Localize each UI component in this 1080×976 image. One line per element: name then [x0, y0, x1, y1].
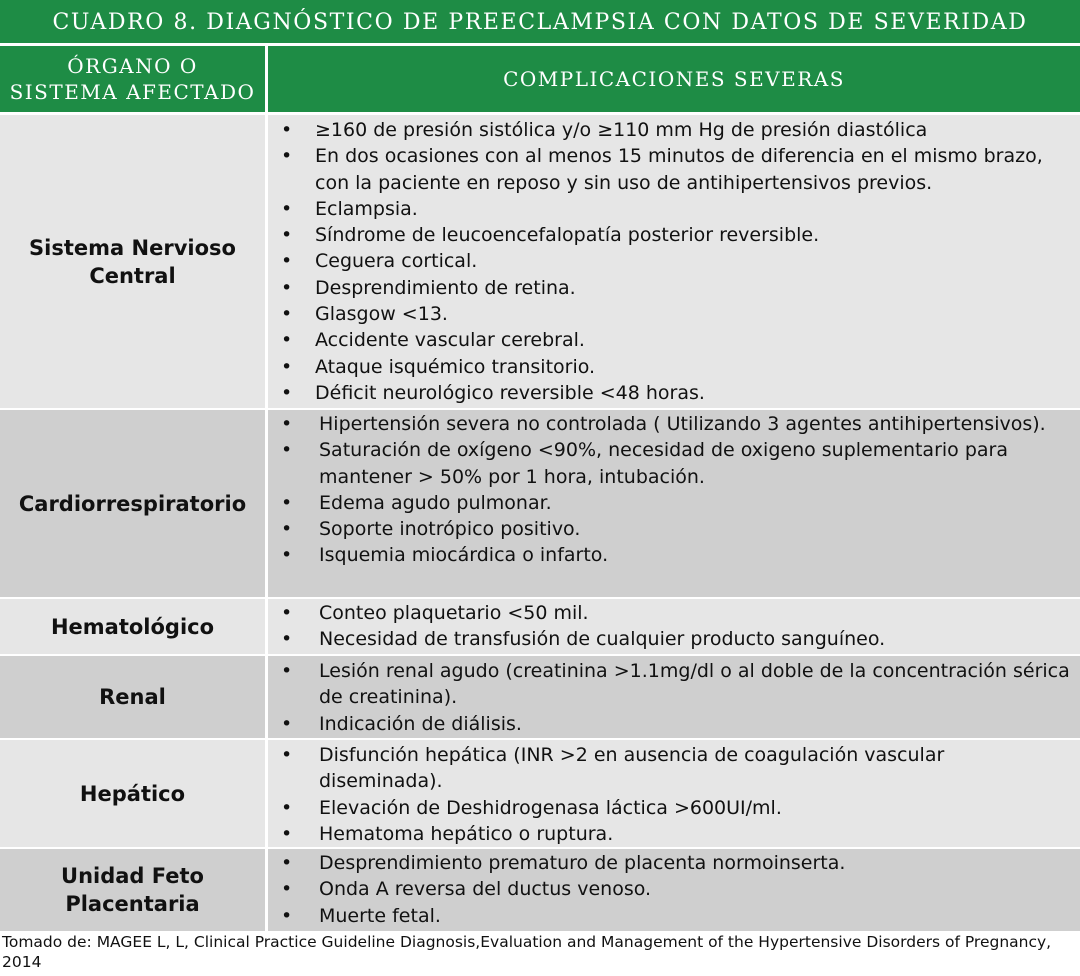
organ-cell: [0, 410, 268, 597]
table-row-renal: [0, 656, 1080, 738]
table-title: CUADRO 8. DIAGNÓSTICO DE PREECLAMPSIA CON DATOS DE SEVERIDAD: [0, 0, 1080, 46]
complications-list: [271, 849, 1080, 931]
complications-list: [271, 115, 1080, 408]
organ-cell: [0, 740, 268, 847]
organ-label-line1: Hematológico: [50, 614, 215, 639]
complications-list: [271, 599, 1080, 654]
organ-cell: [0, 656, 268, 738]
column-header-complications: COMPLICACIONES SEVERAS: [268, 46, 1080, 112]
organ-label-line2: Central: [89, 263, 176, 288]
complication-item: • Isquemia miocárdica o infarto.: [271, 542, 1080, 568]
complication-item: • Eclampsia.: [271, 196, 1080, 222]
complication-item: • Onda A reversa del ductus venoso.: [271, 876, 1080, 902]
column-header-organ-line2: SISTEMA AFECTADO: [9, 80, 256, 104]
complication-item: • Desprendimiento prematuro de placenta normoinserta.: [271, 850, 1080, 876]
complications-list: [271, 410, 1080, 597]
complication-item: • Saturación de oxígeno <90%, necesidad de oxigeno suplementario para mantener > 50% por 1 hora, intubación.: [271, 437, 1080, 490]
table-row-snc: [0, 115, 1080, 408]
complication-item: • Disfunción hepática (INR >2 en ausencia de coagulación vascular diseminada).: [271, 742, 1080, 795]
complication-item: • Necesidad de transfusión de cualquier producto sanguíneo.: [271, 626, 1080, 652]
complication-item: • ≥160 de presión sistólica y/o ≥110 mm Hg de presión diastólica: [271, 117, 1080, 143]
complication-item: • Lesión renal agudo (creatinina >1.1mg/dl o al doble de la concentración sérica de creatinina).: [271, 658, 1080, 711]
complications-list: [271, 740, 1080, 847]
complication-item: • Soporte inotrópico positivo.: [271, 516, 1080, 542]
organ-label-line1: Renal: [99, 685, 166, 709]
complication-item: • Elevación de Deshidrogenasa láctica >600UI/ml.: [271, 795, 1080, 821]
organ-cell: [0, 115, 268, 408]
complication-item: • Muerte fetal.: [271, 903, 1080, 929]
source-citation: Tomado de: MAGEE L, L, Clinical Practice Guideline Diagnosis,Evaluation and Management of the Hypertensive Disorders of Pregnancy, 2014: [2, 933, 1052, 971]
complication-item: • Indicación de diálisis.: [271, 711, 1080, 737]
organ-label-line1: Cardiorrespiratorio: [18, 491, 247, 516]
complication-item: • Hematoma hepático o ruptura.: [271, 821, 1080, 847]
organ-label-line1: Hepático: [79, 781, 186, 806]
organ-cell: [0, 599, 268, 654]
complication-item: • Síndrome de leucoencefalopatía posterior reversible.: [271, 222, 1080, 248]
complication-item: • Glasgow <13.: [271, 301, 1080, 327]
table-row-hemato: [0, 599, 1080, 654]
complication-item: • Ataque isquémico transitorio.: [271, 354, 1080, 380]
complication-item: • Ceguera cortical.: [271, 248, 1080, 274]
complication-item: • Edema agudo pulmonar.: [271, 490, 1080, 516]
complication-item: • Conteo plaquetario <50 mil.: [271, 600, 1080, 626]
table-row-hepatico: [0, 740, 1080, 847]
organ-label-line1: Sistema Nervioso: [29, 235, 236, 260]
complication-item: • Hipertensión severa no controlada ( Utilizando 3 agentes antihipertensivos).: [271, 411, 1080, 437]
organ-cell: [0, 849, 268, 931]
organ-label-line1: Unidad Feto: [61, 864, 204, 888]
organ-label-line2: Placentaria: [65, 892, 200, 916]
table-row-feto-placentaria: [0, 849, 1080, 931]
complication-item: • Déficit neurológico reversible <48 horas.: [271, 380, 1080, 406]
table-row-cardio: [0, 410, 1080, 597]
column-header-organ-line1: ÓRGANO O: [67, 54, 198, 78]
complication-item: • En dos ocasiones con al menos 15 minutos de diferencia en el mismo brazo, con la paciente en reposo y sin uso de antihipertensivos previos.: [271, 143, 1080, 196]
complication-item: • Desprendimiento de retina.: [271, 275, 1080, 301]
complication-item: • Accidente vascular cerebral.: [271, 327, 1080, 353]
column-header-organ: [0, 46, 268, 112]
complications-list: [271, 656, 1080, 738]
